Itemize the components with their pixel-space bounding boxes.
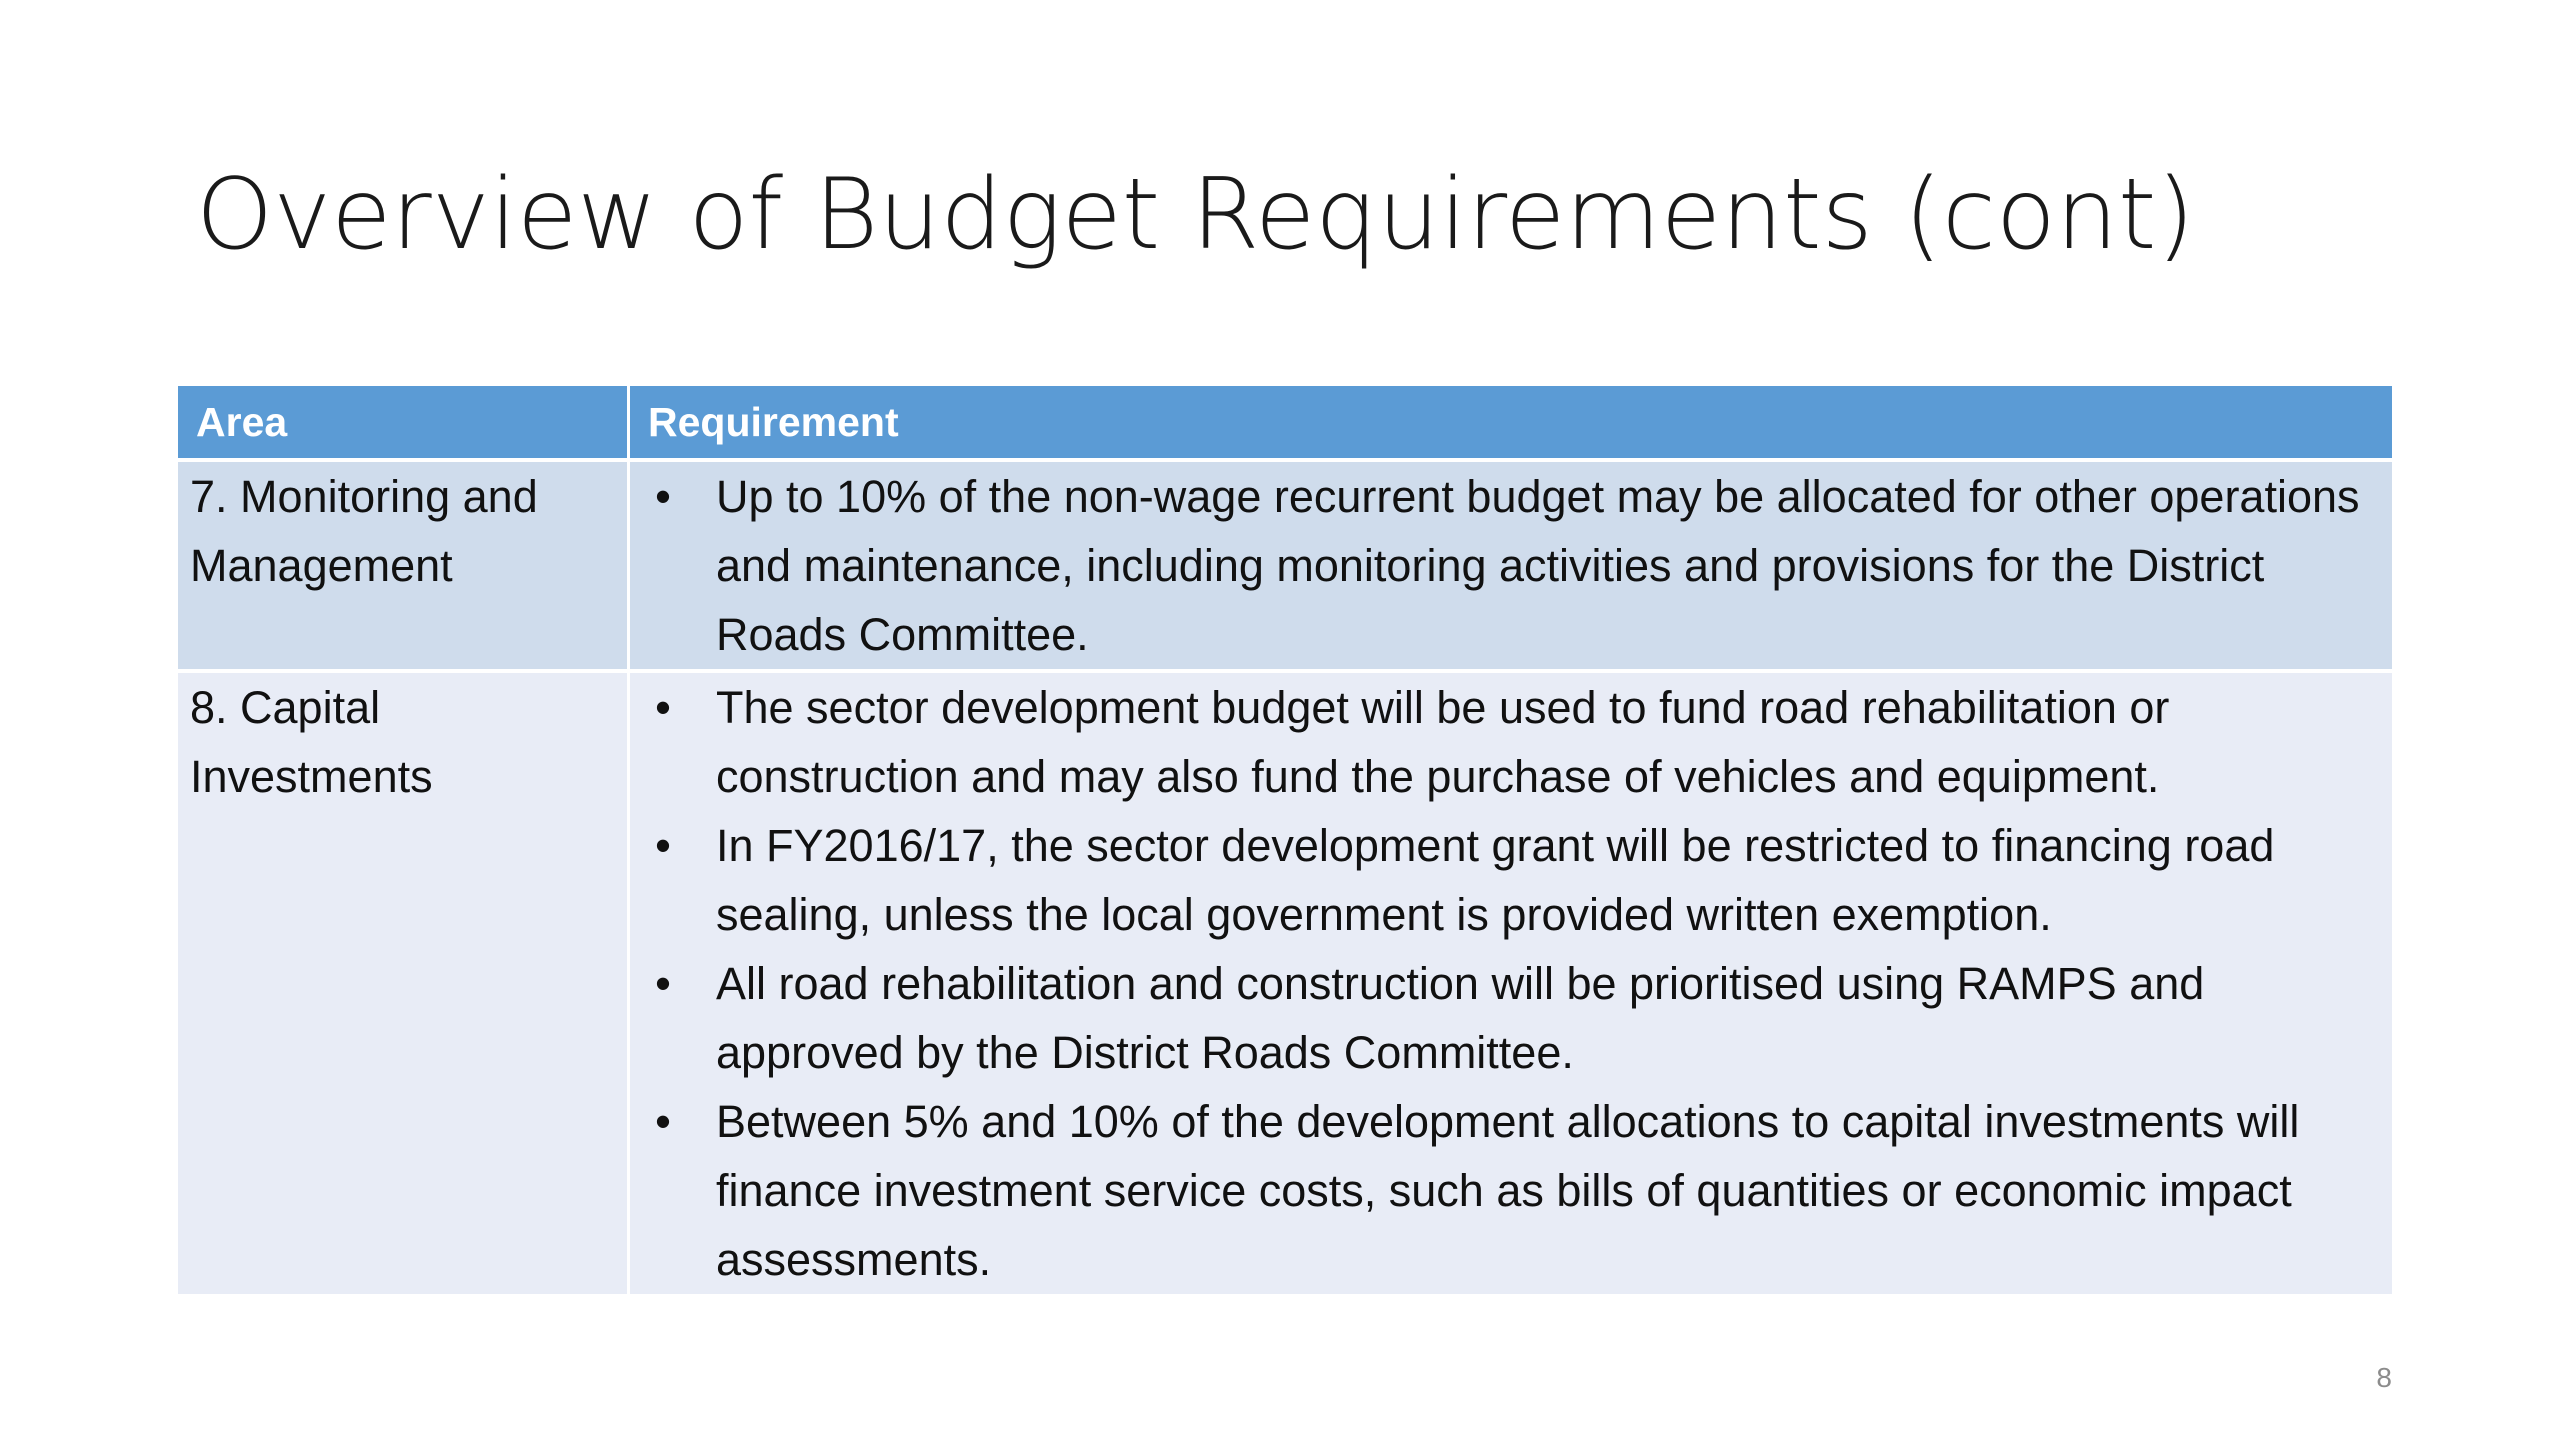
requirement-item	[630, 949, 2362, 1087]
requirement-item	[630, 673, 2362, 811]
page-number: 8	[2376, 1362, 2392, 1393]
area-cell: 8. Capital Investments	[178, 673, 630, 1294]
requirement-item	[630, 462, 2362, 669]
requirement-text: Up to 10% of the non-wage recurrent budget may be allocated for other operations and maintenance, including monitoring activities and provisions for the District Roads Committee.	[716, 471, 2360, 660]
requirement-text: All road rehabilitation and construction will be prioritised using RAMPS and approved by the District Roads Committee.	[716, 958, 2205, 1078]
bullet-icon: •	[655, 820, 671, 871]
table-header-row	[178, 386, 2392, 458]
requirement-item	[630, 811, 2362, 949]
requirement-cell	[630, 673, 2392, 1294]
table-row	[178, 458, 2392, 669]
area-cell: 7. Monitoring and Management	[178, 462, 630, 669]
requirement-text: The sector development budget will be used to fund road rehabilitation or construction and may also fund the purchase of vehicles and equipment.	[716, 682, 2170, 802]
requirement-cell	[630, 462, 2392, 669]
requirement-text: In FY2016/17, the sector development grant will be restricted to financing road sealing, unless the local government is provided written exemption.	[716, 820, 2275, 940]
column-header-area: Area	[178, 386, 630, 458]
bullet-icon: •	[655, 958, 671, 1009]
column-header-requirement: Requirement	[648, 399, 899, 445]
table-row	[178, 669, 2392, 1294]
requirements-table	[178, 386, 2392, 1294]
slide-title: Overview of Budget Requirements (cont)	[196, 158, 2195, 272]
requirement-text: Between 5% and 10% of the development allocations to capital investments will finance investment service costs, such as bills of quantities or economic impact assessments.	[716, 1096, 2300, 1285]
bullet-icon: •	[655, 682, 671, 733]
requirement-list	[630, 673, 2362, 1294]
requirement-item	[630, 1087, 2362, 1294]
bullet-icon: •	[655, 1096, 671, 1147]
requirement-list	[630, 462, 2362, 669]
bullet-icon: •	[655, 471, 671, 522]
